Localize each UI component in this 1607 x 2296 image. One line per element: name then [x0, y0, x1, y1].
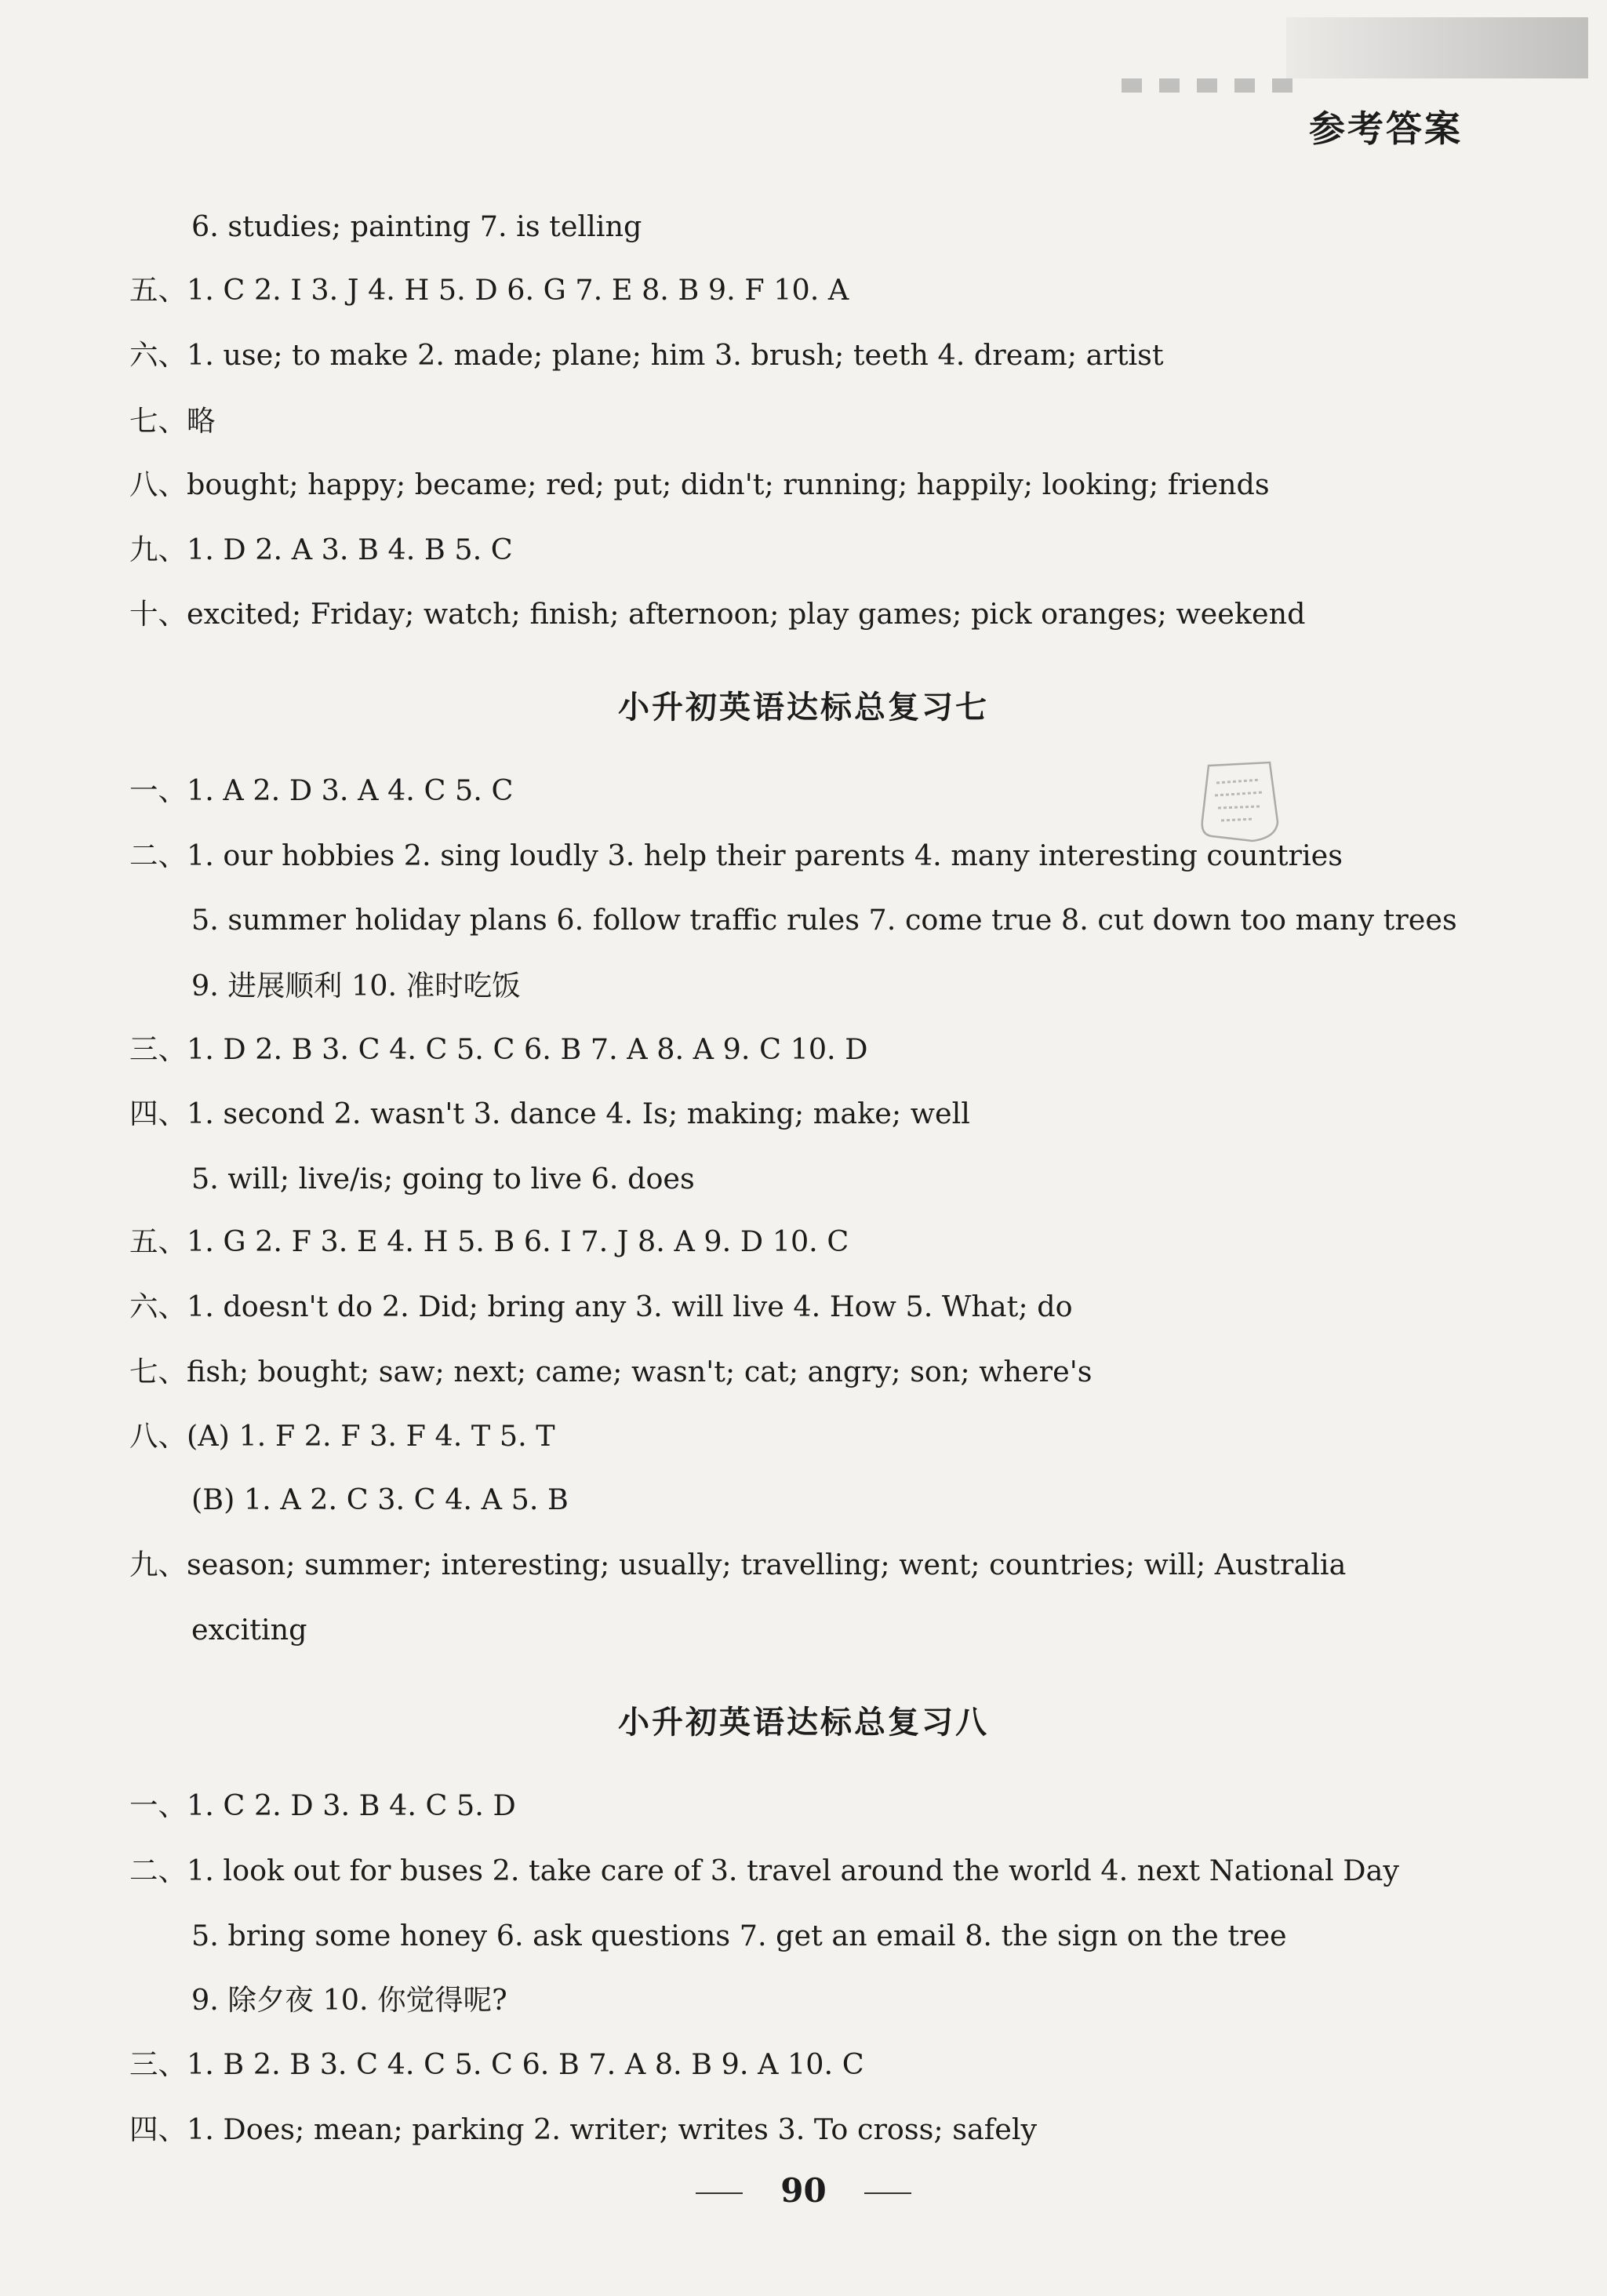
corner-gradient-band	[1286, 17, 1588, 78]
answer-line: 六、1. doesn't do 2. Did; bring any 3. will live 4. How 5. What; do	[129, 1290, 1073, 1323]
answer-line: 九、1. D 2. A 3. B 4. B 5. C	[129, 533, 513, 566]
answer-line: 五、1. C 2. I 3. J 4. H 5. D 6. G 7. E 8. B 9. F 10. A	[129, 273, 849, 307]
page-number-value: 90	[780, 2171, 827, 2210]
answer-line: 一、1. A 2. D 3. A 4. C 5. C	[129, 773, 514, 807]
answer-line: 6. studies; painting 7. is telling	[191, 209, 642, 243]
section-title-review-8: 小升初英语达标总复习八	[618, 1705, 989, 1741]
answer-line: 5. will; live/is; going to live 6. does	[191, 1162, 695, 1195]
answer-line: 八、(A) 1. F 2. F 3. F 4. T 5. T	[129, 1419, 555, 1453]
section-title-review-7: 小升初英语达标总复习七	[618, 690, 989, 726]
answer-line: 5. summer holiday plans 6. follow traffic rules 7. come true 8. cut down too many trees	[191, 903, 1457, 937]
page-header-title: 参考答案	[1309, 107, 1463, 150]
answer-line: exciting	[191, 1613, 307, 1646]
answer-line: 9. 除夕夜 10. 你觉得呢?	[191, 1983, 507, 2017]
answer-line: 七、fish; bought; saw; next; came; wasn't; cat; angry; son; where's	[129, 1355, 1093, 1388]
answer-line: 十、excited; Friday; watch; finish; afternoon; play games; pick oranges; weekend	[129, 597, 1306, 631]
page-number-dash-left	[696, 2192, 743, 2194]
answer-line: 二、1. our hobbies 2. sing loudly 3. help their parents 4. many interesting countries	[129, 839, 1343, 872]
answer-line: 三、1. B 2. B 3. C 4. C 5. C 6. B 7. A 8. B 9. A 10. C	[129, 2047, 864, 2081]
answer-line: 四、1. second 2. wasn't 3. dance 4. Is; making; make; well	[129, 1097, 970, 1130]
answer-line: 六、1. use; to make 2. made; plane; him 3. brush; teeth 4. dream; artist	[129, 338, 1164, 372]
answer-line: (B) 1. A 2. C 3. C 4. A 5. B	[191, 1483, 569, 1516]
answer-line: 八、bought; happy; became; red; put; didn't; running; happily; looking; friends	[129, 468, 1270, 501]
page-number-dash-right	[864, 2192, 911, 2194]
page-number	[0, 2171, 1607, 2210]
answer-line: 四、1. Does; mean; parking 2. writer; writes 3. To cross; safely	[129, 2112, 1038, 2146]
corner-dot-strip	[1122, 78, 1302, 93]
answer-line: 一、1. C 2. D 3. B 4. C 5. D	[129, 1788, 516, 1822]
stamp-icon	[1198, 759, 1282, 844]
answer-line: 七、略	[129, 404, 216, 438]
answer-line: 九、season; summer; interesting; usually; travelling; went; countries; will; Australia	[129, 1548, 1347, 1581]
answer-line: 三、1. D 2. B 3. C 4. C 5. C 6. B 7. A 8. A 9. C 10. D	[129, 1032, 868, 1066]
answer-line: 二、1. look out for buses 2. take care of 3. travel around the world 4. next National Day	[129, 1854, 1399, 1887]
answer-line: 五、1. G 2. F 3. E 4. H 5. B 6. I 7. J 8. A 9. D 10. C	[129, 1224, 849, 1258]
answer-line: 5. bring some honey 6. ask questions 7. get an email 8. the sign on the tree	[191, 1919, 1287, 1952]
answer-line: 9. 进展顺利 10. 准时吃饭	[191, 969, 521, 1002]
